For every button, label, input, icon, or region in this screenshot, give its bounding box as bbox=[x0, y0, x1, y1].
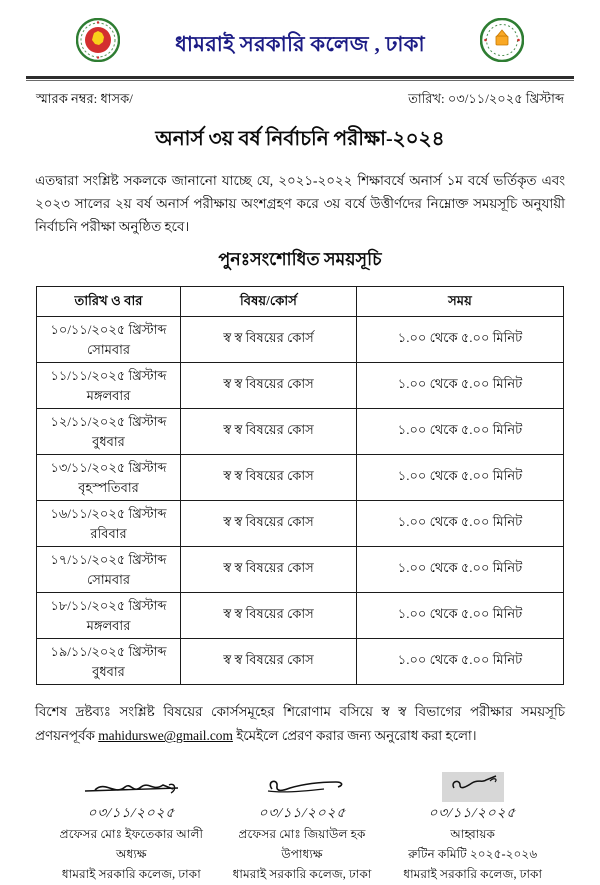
memo-row bbox=[36, 90, 564, 111]
signature-designation: উপাধ্যক্ষ bbox=[281, 847, 323, 862]
table-row bbox=[37, 409, 564, 455]
signature-highlight bbox=[442, 772, 504, 803]
exam-date: ১৬/১১/২০২৫ খ্রিস্টাব্দ bbox=[50, 506, 167, 522]
signature-scribble bbox=[387, 772, 558, 802]
exam-day: মঙ্গলবার bbox=[86, 617, 131, 633]
memo-date: তারিখ: ০৩/১১/২০২৫ খ্রিস্টাব্দ bbox=[408, 91, 564, 106]
exam-day: বুধবার bbox=[92, 433, 125, 449]
exam-subject: স্ব স্ব বিষয়ের কোস bbox=[181, 593, 357, 639]
exam-time: ১.০০ থেকে ৫.০০ মিনিট bbox=[357, 455, 564, 501]
signature-designation: আহ্বায়ক bbox=[450, 827, 496, 842]
signature-institution: ধামরাই সরকারি কলেজ, ঢাকা bbox=[61, 866, 201, 881]
table-row bbox=[37, 501, 564, 547]
exam-date: ১৮/১১/২০২৫ খ্রিস্টাব্দ bbox=[50, 598, 167, 614]
signature-designation: অধ্যক্ষ bbox=[115, 847, 147, 862]
exam-day: রবিবার bbox=[90, 525, 127, 541]
column-header-subject: বিষয়/কোর্স bbox=[181, 287, 357, 317]
signature-name: প্রফেসর মোঃ ইফতেকার আলী bbox=[59, 827, 204, 842]
exam-subject: স্ব স্ব বিষয়ের কোস bbox=[181, 455, 357, 501]
table-row bbox=[37, 317, 564, 363]
body-paragraph: এতদ্বারা সংশ্লিষ্ট সকলকে জানানো যাচ্ছে যে, ২০২১-২০২২ শিক্ষাবর্ষে অনার্স ১ম বর্ষে ভর্তিকৃত এবং ২০২৩ সালের ২য় বর্ষ অনার্স পরীক্ষায় অংশগ্রহণ করে ৩য় বর্ষে উত্তীর্ণদের নিম্নোক্ত সময়সূচি অনুযায়ী নির্বাচনি পরীক্ষা অনুষ্ঠিত হবে। bbox=[35, 173, 565, 235]
signature-block-vice-principal bbox=[217, 772, 388, 884]
table-row bbox=[37, 547, 564, 593]
exam-subject: স্ব স্ব বিষয়ের কোস bbox=[181, 363, 357, 409]
exam-day: বৃহস্পতিবার bbox=[78, 479, 139, 495]
exam-day: সোমবার bbox=[86, 571, 130, 587]
header-divider bbox=[26, 76, 574, 81]
signature-block-convener bbox=[387, 772, 558, 884]
memo-number: স্মারক নম্বর: ধাসক/ bbox=[36, 91, 133, 106]
table-row bbox=[37, 639, 564, 685]
signature-date: ০৩/১১/২০২৫ bbox=[257, 805, 347, 821]
college-emblem-icon bbox=[480, 18, 524, 67]
schedule-table bbox=[36, 286, 564, 685]
exam-time: ১.০০ থেকে ৫.০০ মিনিট bbox=[357, 639, 564, 685]
note-text-after: ইমেইলে প্রেরণ করার জন্য অনুরোধ করা হলো। bbox=[232, 728, 477, 744]
signature-scribble bbox=[46, 772, 217, 802]
exam-time: ১.০০ থেকে ৫.০০ মিনিট bbox=[357, 409, 564, 455]
signature-section bbox=[46, 772, 558, 884]
signature-block-principal bbox=[46, 772, 217, 884]
exam-time: ১.০০ থেকে ৫.০০ মিনিট bbox=[357, 547, 564, 593]
exam-subject: স্ব স্ব বিষয়ের কোস bbox=[181, 409, 357, 455]
signature-date: ০৩/১১/২০২৫ bbox=[428, 805, 518, 821]
exam-subject: স্ব স্ব বিষয়ের কোস bbox=[181, 639, 357, 685]
exam-date: ১৯/১১/২০২৫ খ্রিস্টাব্দ bbox=[50, 644, 167, 660]
signature-date: ০৩/১১/২০২৫ bbox=[86, 805, 177, 821]
exam-date: ১২/১১/২০২৫ খ্রিস্টাব্দ bbox=[50, 414, 167, 430]
note-text-before: বিশেষ দ্রষ্টব্যঃ সংশ্লিষ্ট বিষয়ের কোর্সসমূহের শিরোণাম বসিয়ে স্ব স্ব বিভাগের পরীক্ষার সময়সূচি প্রণয়নপূর্বক bbox=[35, 704, 565, 744]
signature-scribble bbox=[217, 772, 388, 802]
email-link[interactable]: mahidurswe@gmail.com bbox=[98, 728, 233, 744]
column-header-time: সময় bbox=[357, 287, 564, 317]
exam-subject: স্ব স্ব বিষয়ের কোর্স bbox=[181, 317, 357, 363]
document-header bbox=[0, 16, 600, 68]
exam-date: ১৭/১১/২০২৫ খ্রিস্টাব্দ bbox=[50, 552, 167, 568]
exam-subject: স্ব স্ব বিষয়ের কোস bbox=[181, 547, 357, 593]
special-note bbox=[35, 700, 565, 748]
exam-subject: স্ব স্ব বিষয়ের কোস bbox=[181, 501, 357, 547]
signature-name: প্রফেসর মোঃ জিয়াউল হক bbox=[238, 827, 366, 842]
exam-time: ১.০০ থেকে ৫.০০ মিনিট bbox=[357, 317, 564, 363]
schedule-title: পুনঃসংশোধিত সময়সূচি bbox=[218, 249, 382, 270]
exam-time: ১.০০ থেকে ৫.০০ মিনিট bbox=[357, 363, 564, 409]
page-title: অনার্স ৩য় বর্ষ নির্বাচনি পরীক্ষা-২০২৪ bbox=[155, 128, 445, 150]
table-row bbox=[37, 455, 564, 501]
exam-date: ১৩/১১/২০২৫ খ্রিস্টাব্দ bbox=[50, 460, 167, 476]
exam-day: সোমবার bbox=[86, 341, 130, 357]
table-row bbox=[37, 593, 564, 639]
exam-day: মঙ্গলবার bbox=[86, 387, 131, 403]
exam-time: ১.০০ থেকে ৫.০০ মিনিট bbox=[357, 501, 564, 547]
signature-institution: ধামরাই সরকারি কলেজ, ঢাকা bbox=[232, 866, 372, 881]
college-name: ধামরাই সরকারি কলেজ , ঢাকা bbox=[175, 32, 425, 56]
signature-committee: রুটিন কমিটি ২০২৫-২০২৬ bbox=[408, 847, 538, 862]
exam-time: ১.০০ থেকে ৫.০০ মিনিট bbox=[357, 593, 564, 639]
table-header-row bbox=[37, 287, 564, 317]
signature-institution: ধামরাই সরকারি কলেজ, ঢাকা bbox=[403, 866, 543, 881]
exam-date: ১১/১১/২০২৫ খ্রিস্টাব্দ bbox=[50, 368, 167, 384]
column-header-date-day: তারিখ ও বার bbox=[37, 287, 181, 317]
exam-day: বুধবার bbox=[92, 663, 125, 679]
table-row bbox=[37, 363, 564, 409]
bangladesh-government-emblem-icon bbox=[76, 18, 120, 67]
exam-date: ১০/১১/২০২৫ খ্রিস্টাব্দ bbox=[50, 322, 167, 338]
